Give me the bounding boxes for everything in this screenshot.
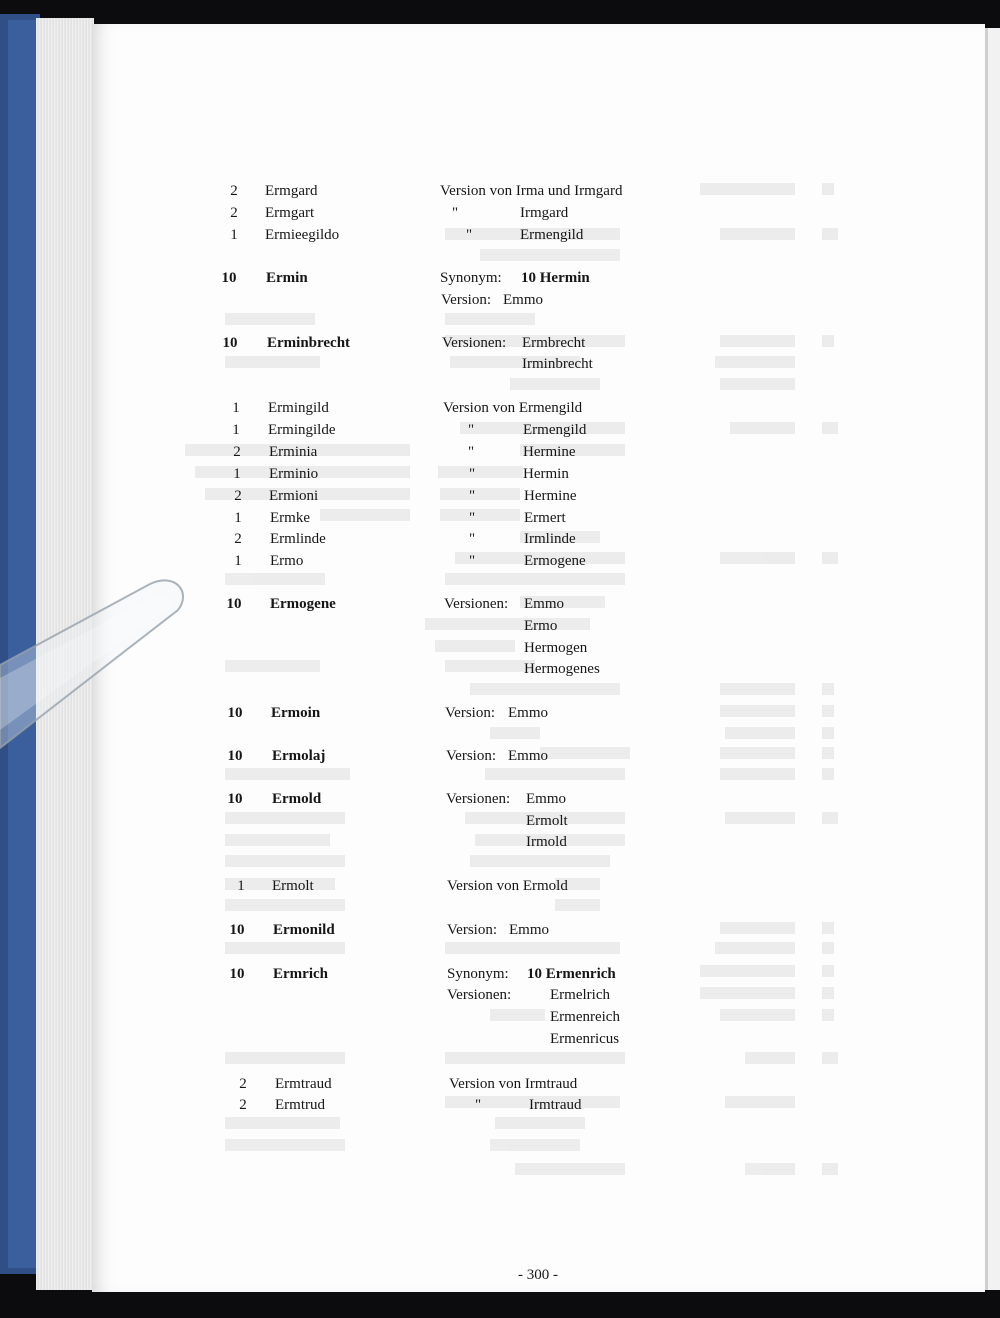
entry-reference: Ermolt [526, 813, 568, 829]
entry-reference: Emmo [526, 791, 566, 807]
entry-name: Ermke [270, 510, 310, 526]
entry-label: Version: [446, 748, 496, 764]
entry-name: Ermogene [270, 596, 336, 612]
entry-label: " [466, 227, 473, 243]
entry-reference: Ermo [524, 618, 558, 634]
entry-reference: 10 Ermenrich [527, 966, 616, 982]
entry-reference: Hermine [524, 488, 577, 504]
entry-name: Ermtrud [275, 1097, 325, 1113]
entry-label: Versionen: [444, 596, 509, 612]
entry-label: " [469, 466, 476, 482]
entry-count: 2 [230, 205, 238, 221]
entry-count: 10 [221, 270, 237, 286]
entry-reference: Hermin [523, 466, 569, 482]
entry-name: Ermoin [271, 705, 321, 721]
entry-count: 2 [234, 531, 242, 547]
entry-label: Versionen: [447, 987, 512, 1003]
entry-count: 10 [227, 748, 243, 764]
entry-label: Version von Irmtraud [449, 1076, 578, 1092]
entry-name: Ermieegildo [265, 227, 340, 243]
entry-label: Versionen: [446, 791, 511, 807]
entry-name: Ermingilde [268, 422, 336, 438]
entry-reference: Irmtraud [529, 1097, 582, 1113]
entry-label: " [468, 422, 475, 438]
entry-count: 2 [234, 488, 242, 504]
entry-count: 1 [237, 878, 245, 894]
entry-reference: Ermenricus [550, 1031, 620, 1047]
entry-name: Ermo [270, 553, 304, 569]
entry-count: 1 [230, 227, 238, 243]
entry-label: " [469, 531, 476, 547]
entry-name: Ermrich [273, 966, 328, 982]
entry-label: Versionen: [442, 335, 507, 351]
page-right-edge [985, 28, 1000, 1290]
entry-reference: Hermogenes [524, 661, 600, 677]
entry-label: " [469, 553, 476, 569]
entry-label: Version: [445, 705, 495, 721]
entry-name: Ermolt [272, 878, 314, 894]
entry-count: 2 [239, 1097, 247, 1113]
entry-reference: Hermogen [524, 640, 588, 656]
entry-name: Erminbrecht [267, 335, 351, 351]
entry-name: Ermioni [269, 488, 319, 504]
entry-reference: Ermelrich [550, 987, 610, 1003]
entry-label: Synonym: [440, 270, 502, 286]
entry-count: 10 [227, 791, 243, 807]
entry-reference: Irmgard [520, 205, 569, 221]
entry-reference: Ermogene [524, 553, 586, 569]
entry-count: 1 [233, 466, 241, 482]
entry-label: " [469, 488, 476, 504]
entry-reference: Emmo [524, 596, 564, 612]
book-cover-edge [8, 20, 38, 1268]
entry-count: 2 [239, 1076, 247, 1092]
entry-label: " [469, 510, 476, 526]
entry-label: " [475, 1097, 482, 1113]
entry-count: 1 [234, 510, 242, 526]
entry-reference: Ermengild [523, 422, 587, 438]
entry-reference: Emmo [509, 922, 549, 938]
entry-label: Version von Irma und Irmgard [440, 183, 623, 199]
entry-name: Ermolaj [272, 748, 326, 764]
entry-reference: Ermert [524, 510, 566, 526]
entry-count: 10 [229, 922, 245, 938]
entry-count: 1 [232, 422, 240, 438]
entry-reference: Irmlinde [524, 531, 576, 547]
entry-count: 1 [232, 400, 240, 416]
entry-reference: Emmo [508, 748, 548, 764]
entry-reference: Hermine [523, 444, 576, 460]
entry-label: Synonym: [447, 966, 509, 982]
entry-label: Version von Ermengild [443, 400, 583, 416]
entry-label: Version von Ermold [447, 878, 568, 894]
entry-label: " [452, 205, 459, 221]
entry-name: Ermonild [273, 922, 335, 938]
entry-reference: Ermengild [520, 227, 584, 243]
page-number-text: - 300 - [518, 1267, 558, 1283]
entry-name: Erminia [269, 444, 318, 460]
entry-count: 10 [229, 966, 245, 982]
entry-count: 10 [227, 705, 243, 721]
entry-name: Ermin [266, 270, 308, 286]
entry-count: 10 [226, 596, 242, 612]
entry-reference: Ermenreich [550, 1009, 620, 1025]
entry-name: Ermold [272, 791, 322, 807]
page-stack-edge [36, 18, 94, 1290]
entry-name: Ermgard [265, 183, 318, 199]
entry-reference: Irminbrecht [522, 356, 593, 372]
entry-name: Ermtraud [275, 1076, 332, 1092]
entry-count: 10 [222, 335, 238, 351]
entry-label: Version: [441, 292, 491, 308]
entry-reference: 10 Hermin [521, 270, 590, 286]
entry-reference: Emmo [508, 705, 548, 721]
entry-reference: Irmold [526, 834, 567, 850]
entry-label: Version: [447, 922, 497, 938]
entry-name: Ermingild [268, 400, 329, 416]
entry-name: Ermlinde [270, 531, 326, 547]
entry-reference: Emmo [503, 292, 543, 308]
entry-count: 1 [234, 553, 242, 569]
entry-name: Ermgart [265, 205, 315, 221]
entry-reference: Ermbrecht [522, 335, 586, 351]
entry-count: 2 [233, 444, 241, 460]
entry-label: " [468, 444, 475, 460]
entry-name: Erminio [269, 466, 319, 482]
entry-count: 2 [230, 183, 238, 199]
